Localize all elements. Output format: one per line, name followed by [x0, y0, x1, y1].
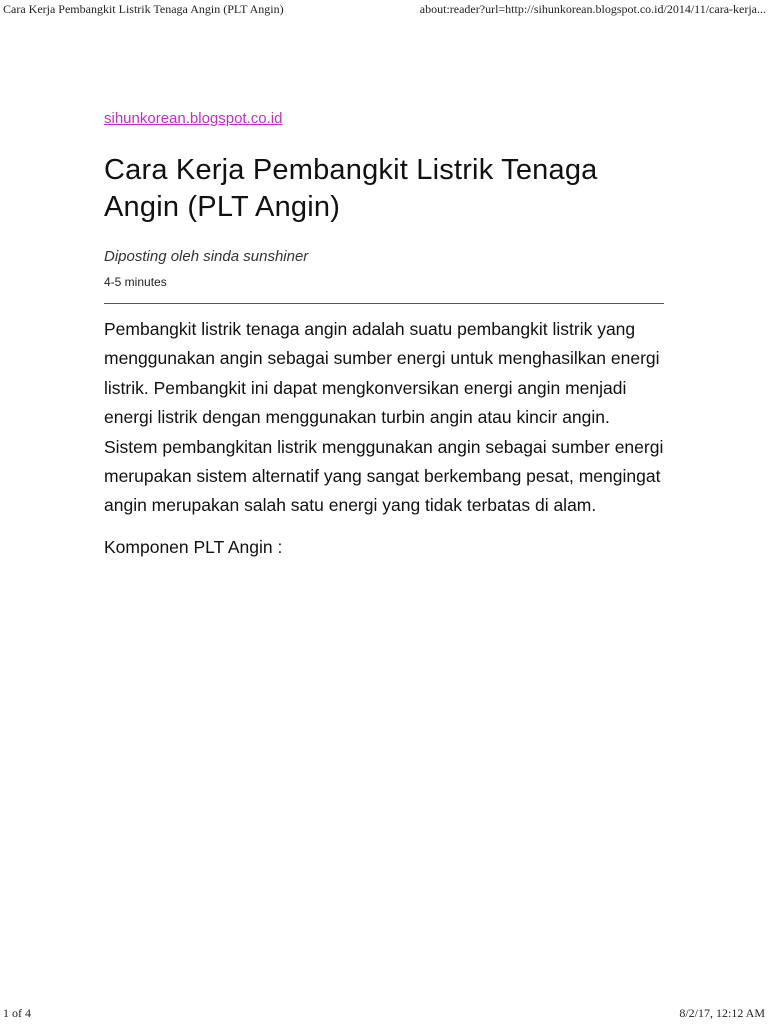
article-paragraph: Pembangkit listrik tenaga angin adalah suatu pembangkit listrik yang menggunakan angin sebagai sumber energi untuk menghasilkan energi listrik. Pembangkit ini dapat mengkonversikan energi angin menjadi energi listrik dengan menggunakan turbin angin atau kincir angin. Sistem pembangkitan listrik menggunakan angin sebagai sumber energi merupakan sistem alternatif yang sangat berkembang pesat, mengingat angin merupakan salah satu energi yang tidak terbatas di alam. — [104, 319, 664, 516]
print-header-title: Cara Kerja Pembangkit Listrik Tenaga Angin (PLT Angin) — [3, 2, 284, 16]
print-footer — [0, 1006, 768, 1024]
article-title: Cara Kerja Pembangkit Listrik Tenaga Angin (PLT Angin) — [104, 154, 598, 223]
page-number: 1 of 4 — [3, 1006, 31, 1020]
header-divider — [104, 303, 664, 304]
print-header-url: about:reader?url=http://sihunkorean.blogspot.co.id/2014/11/cara-kerja... — [419, 2, 766, 16]
article-paragraph: Komponen PLT Angin : — [104, 536, 283, 557]
article-byline: Diposting oleh sinda sunshiner — [104, 248, 309, 265]
article-content — [104, 315, 664, 562]
reading-time: 4-5 minutes — [104, 275, 167, 289]
print-header — [0, 0, 768, 18]
source-domain-link[interactable]: sihunkorean.blogspot.co.id — [104, 110, 283, 127]
print-date: 8/2/17, 12:12 AM — [679, 1006, 765, 1020]
reader-view — [104, 110, 664, 562]
